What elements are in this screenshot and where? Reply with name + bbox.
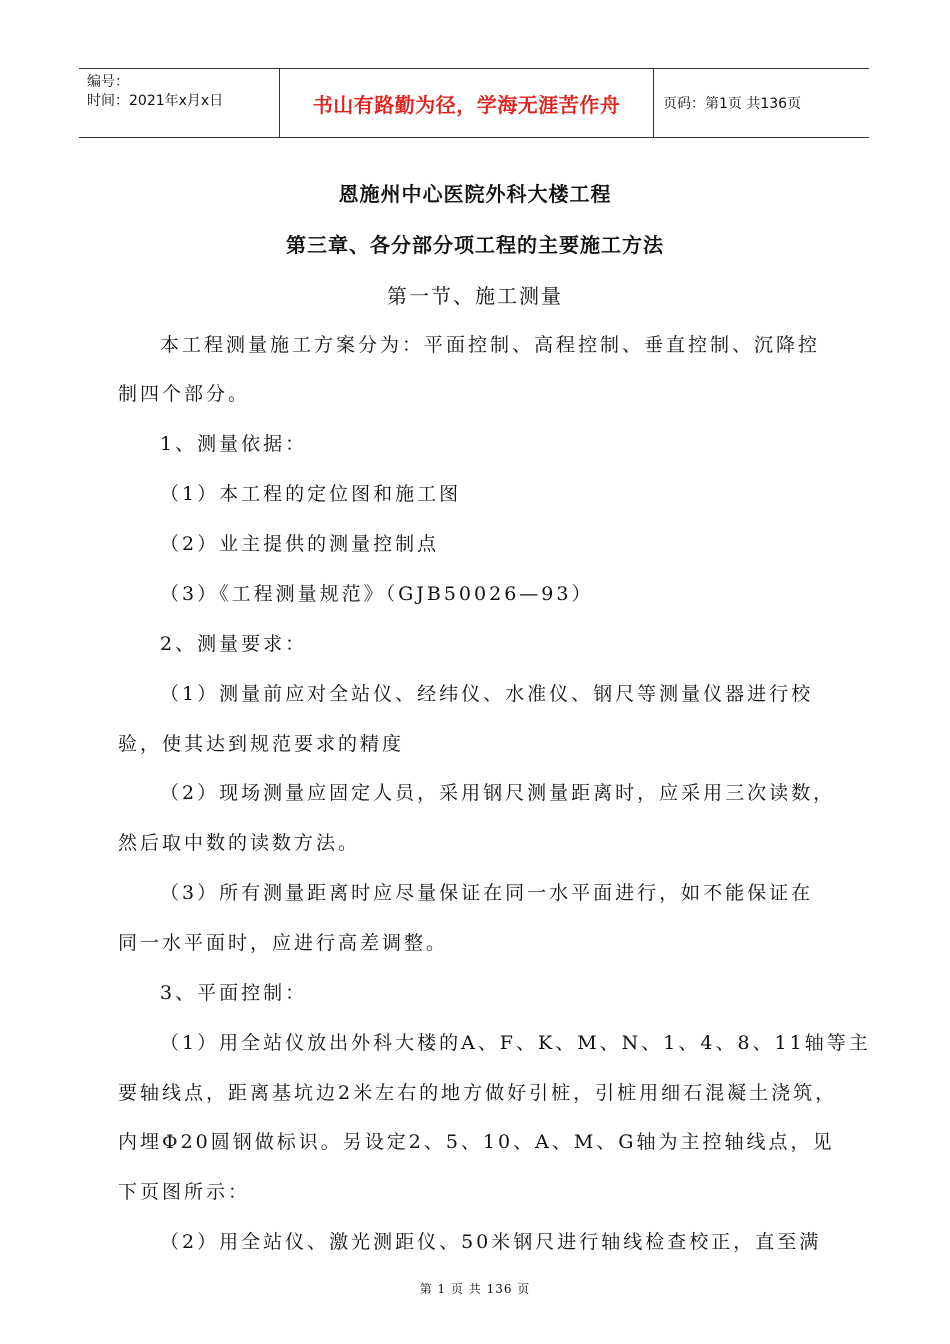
paragraph-line: 制四个部分。 bbox=[118, 383, 251, 405]
page-label: 页码：第1页 共136页 bbox=[663, 96, 802, 112]
paragraph-line: 本工程测量施工方案分为：平面控制、高程控制、垂直控制、沉降控 bbox=[160, 334, 821, 356]
page-footer: 第 1 页 共 136 页 bbox=[419, 1282, 531, 1296]
motto: 书山有路勤为径，学海无涯苦作舟 bbox=[280, 69, 654, 137]
document-title: 恩施州中心医院外科大楼工程 bbox=[338, 182, 612, 206]
header-info-cell bbox=[79, 69, 280, 137]
chapter-title: 第三章、各分部分项工程的主要施工方法 bbox=[286, 233, 664, 257]
paragraph-line: 2、测量要求： bbox=[160, 633, 308, 655]
paragraph-line: 下页图所示： bbox=[118, 1181, 251, 1203]
header-table bbox=[79, 68, 869, 138]
paragraph-line: （3）《工程测量规范》（GJB50026—93） bbox=[160, 583, 594, 605]
paragraph-line: （1）测量前应对全站仪、经纬仪、水准仪、钢尺等测量仪器进行校 bbox=[160, 683, 814, 705]
paragraph-line: （2）业主提供的测量控制点 bbox=[160, 533, 440, 555]
paragraph-line: 同一水平面时，应进行高差调整。 bbox=[118, 932, 449, 954]
paragraph-line: （1）用全站仪放出外科大楼的A、F、K、M、N、1、4、8、11轴等主 bbox=[160, 1032, 871, 1054]
paragraph-line: 3、平面控制： bbox=[160, 982, 308, 1004]
paragraph-line: 验，使其达到规范要求的精度 bbox=[118, 733, 405, 755]
paragraph-line: 然后取中数的读数方法。 bbox=[118, 832, 361, 854]
paragraph-line: （2）用全站仪、激光测距仪、50米钢尺进行轴线检查校正，直至满 bbox=[160, 1231, 822, 1253]
paragraph-line: 1、测量依据： bbox=[160, 433, 308, 455]
paragraph-line: （2）现场测量应固定人员，采用钢尺测量距离时，应采用三次读数， bbox=[160, 782, 836, 804]
paragraph-line: （3）所有测量距离时应尽量保证在同一水平面进行，如不能保证在 bbox=[160, 882, 814, 904]
time-label: 时间：2021年x月x日 bbox=[87, 93, 224, 109]
paragraph-line: （1）本工程的定位图和施工图 bbox=[160, 483, 462, 505]
paragraph-line: 要轴线点，距离基坑边2米左右的地方做好引桩，引桩用细石混凝土浇筑， bbox=[118, 1082, 838, 1104]
number-label: 编号： bbox=[87, 74, 129, 90]
paragraph-line: 内埋Φ20圆钢做标识。另设定2、5、10、A、M、G轴为主控轴线点，见 bbox=[118, 1131, 835, 1153]
section-title: 第一节、施工测量 bbox=[387, 284, 563, 308]
